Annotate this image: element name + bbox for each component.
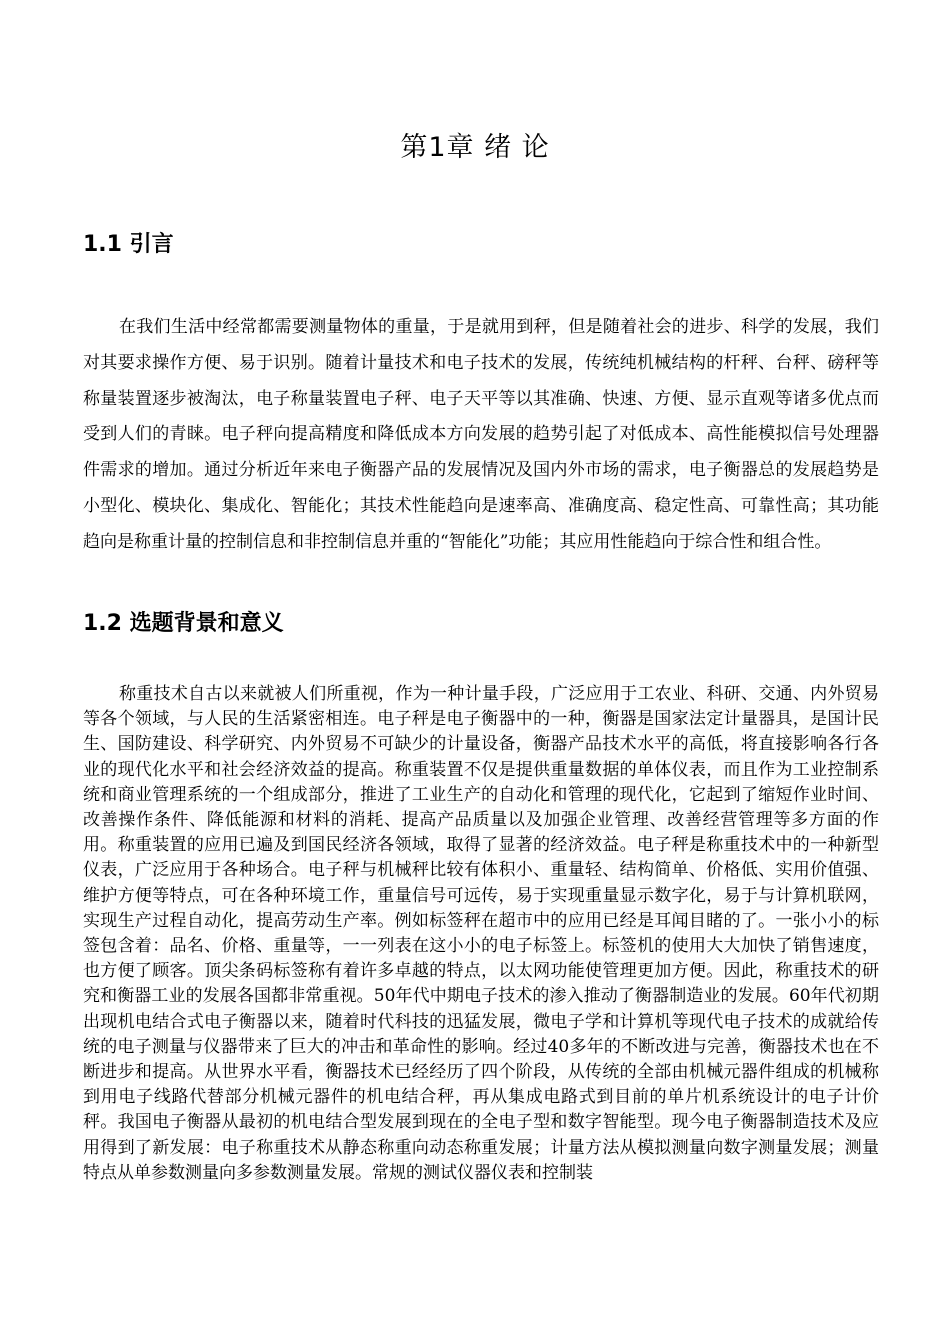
section-paragraph-background: 称重技术自古以来就被人们所重视，作为一种计量手段，广泛应用于工农业、科研、交通、内外贸易等各个领域，与人民的生活紧密相连。电子秤是电子衡器中的一种，衡器是国家法定计量器具，是国计民生、国防建设、科学研究、内外贸易不可缺少的计量设备，衡器产品技术水平的高低，将直接影响各行各业的现代化水平和社会经济效益的提高。称重装置不仅是提供重量数据的单体仪表，而且作为工业控制系统和商业管理系统的一个组成部分，推进了工业生产的自动化和管理的现代化，它起到了缩短作业时间、改善操作条件、降低能源和材料的消耗、提高产品质量以及加强企业管理、改善经营管理等多方面的作用。称重装置的应用已遍及到国民经济各领域，取得了显著的经济效益。电子秤是称重技术中的一种新型仪表，广泛应用于各种场合。电子秤与机械秤比较有体积小、重量轻、结构简单、价格低、实用价值强、维护方便等特点，可在各种环境工作，重量信号可远传，易于实现重量显示数字化，易于与计算机联网，实现生产过程自动化，提高劳动生产率。例如标签秤在超市中的应用已经是耳闻目睹的了。一张小小的标签包含着：品名、价格、重量等，一一列表在这小小的电子标签上。标签机的使用大大加快了销售速度，也方便了顾客。顶尖条码标签称有着许多卓越的特点，以太网功能使管理更加方便。因此，称重技术的研究和衡器工业的发展各国都非常重视。50年代中期电子技术的渗入推动了衡器制造业的发展。60年代初期出现机电结合式电子衡器以来，随着时代科技的迅猛发展，微电子学和计算机等现代电子技术的成就给传统的电子测量与仪器带来了巨大的冲击和革命性的影响。经过40多年的不断改进与完善，衡器技术也在不断进步和提高。从世界水平看，衡器技术已经经历了四个阶段，从传统的全部由机械元器件组成的机械称到用电子线路代替部分机械元器件的机电结合秤，再从集成电路式到目前的单片机系统设计的电子计价秤。我国电子衡器从最初的机电结合型发展到现在的全电子型和数字智能型。现今电子衡器制造技术及应用得到了新发展：电子称重技术从静态称重向动态称重发展；计量方法从模拟测量向数字测量发展；测量特点从单参数测量向多参数测量发展。常规的测试仪器仪表和控制装 — [83, 684, 879, 1183]
chapter-title: 第1章 绪 论 — [400, 132, 550, 163]
section-heading-background: 1.2 选题背景和意义 — [83, 611, 284, 636]
section-heading-introduction: 1.1 引言 — [83, 232, 174, 257]
section-paragraph-introduction: 在我们生活中经常都需要测量物体的重量，于是就用到秤，但是随着社会的进步、科学的发展，我们对其要求操作方便、易于识别。随着计量技术和电子技术的发展，传统纯机械结构的杆秤、台秤、磅秤等称量装置逐步被淘汰，电子称量装置电子秤、电子天平等以其准确、快速、方便、显示直观等诸多优点而受到人们的青睐。电子秤向提高精度和降低成本方向发展的趋势引起了对低成本、高性能模拟信号处理器件需求的增加。通过分析近年来电子衡器产品的发展情况及国内外市场的需求，电子衡器总的发展趋势是小型化、模块化、集成化、智能化；其技术性能趋向是速率高、准确度高、稳定性高、可靠性高；其功能趋向是称重计量的控制信息和非控制信息并重的“智能化”功能；其应用性能趋向于综合性和组合性。 — [83, 317, 879, 552]
